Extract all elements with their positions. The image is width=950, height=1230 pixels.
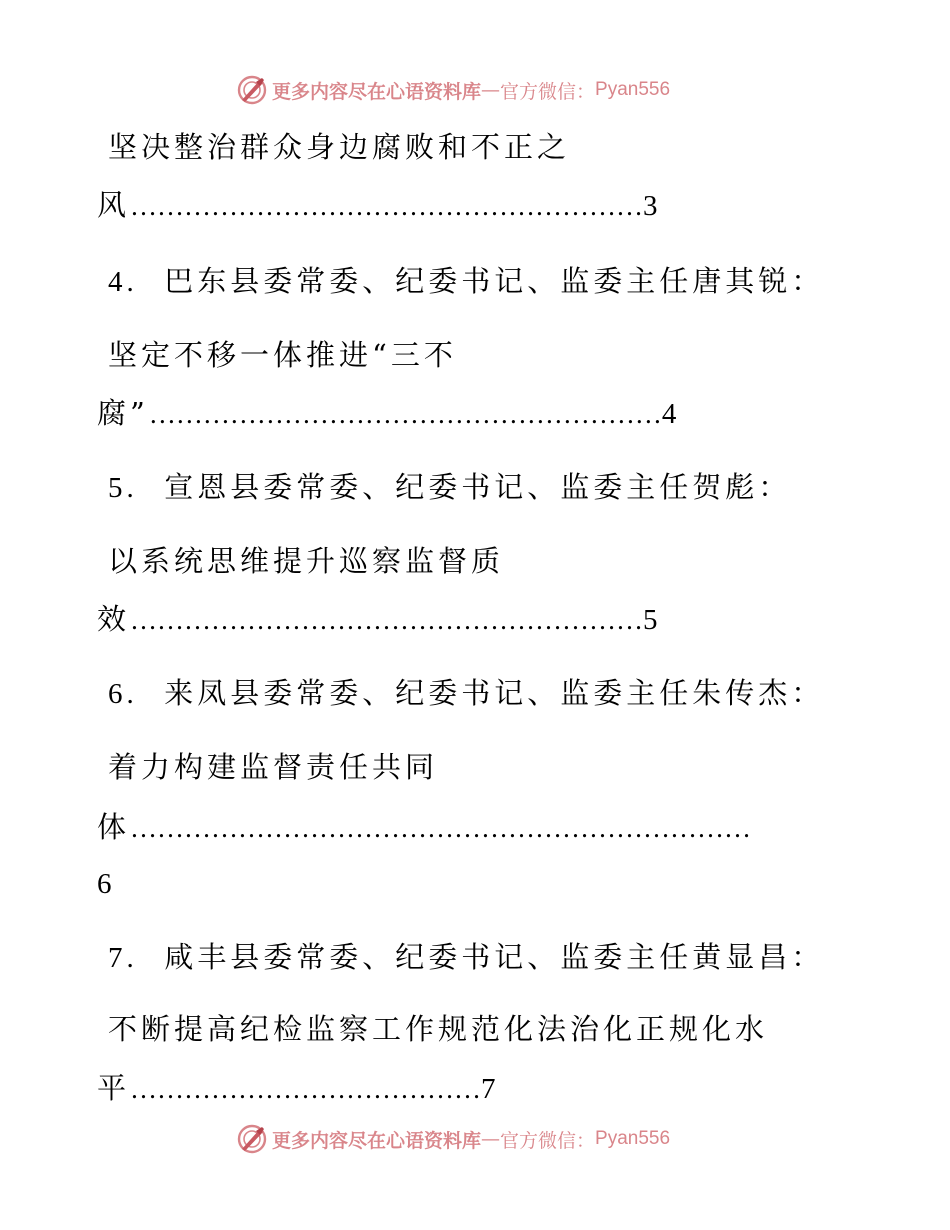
header-watermark (236, 73, 670, 107)
toc-entry-4-number: 4. (108, 266, 138, 298)
watermark-text: 更多内容尽在心语资料库 (272, 1129, 482, 1152)
watermark-dash: — (481, 1128, 501, 1150)
toc-entry-7-title-line1: 不断提高纪检监察工作规范化法治化正规化水 (108, 1012, 769, 1046)
toc-entry-6-page-number: 6 (97, 868, 112, 900)
toc-entry-3-page-number: 3 (643, 190, 658, 222)
toc-entry-3-title-line1: 坚决整治群众身边腐败和不正之 (108, 130, 571, 164)
toc-entry-3-title-line2[interactable] (97, 188, 658, 223)
toc-entry-6-page-line (97, 866, 112, 901)
toc-entry-6-number: 6. (108, 678, 138, 710)
toc-entry-5-author-text: 宣恩县委常委、纪委书记、监委主任贺彪： (164, 470, 792, 504)
toc-entry-5-page-number: 5 (643, 604, 658, 636)
toc-entry-5-author (108, 470, 791, 505)
footer-watermark (236, 1122, 670, 1156)
toc-entry-4-author-text: 巴东县委常委、纪委书记、监委主任唐其锐： (164, 264, 825, 298)
watermark-dash: — (481, 79, 501, 101)
toc-entry-3-title-end: 风 (97, 188, 131, 222)
toc-entry-6-title-end: 体 (97, 810, 131, 844)
toc-entry-7-author (108, 940, 824, 975)
toc-entry-5-leader-dots: ………………………………………………… (130, 605, 644, 635)
toc-entry-7-title-end: 平 (97, 1071, 131, 1105)
watermark-handle: Pyan556 (595, 1128, 671, 1149)
toc-entry-4-title-line2[interactable] (97, 396, 676, 431)
toc-entry-6-title-line1: 着力构建监督责任共同 (108, 750, 439, 784)
toc-entry-6-title-line2[interactable] (97, 810, 751, 845)
toc-entry-7-number: 7. (108, 942, 138, 974)
toc-entry-5-number: 5. (108, 472, 138, 504)
toc-entry-5-title-line1: 以系统思维提升巡察监督质 (108, 544, 505, 578)
toc-entry-4-author (108, 264, 824, 299)
toc-entry-4-title-line1: 坚定不移一体推进“三不 (108, 338, 457, 372)
toc-entry-5-title-line2[interactable] (97, 602, 658, 637)
toc-entry-6-author (108, 676, 824, 711)
watermark-wechat-label: 官方微信： (500, 80, 596, 103)
toc-entry-7-leader-dots: ………………………………… (130, 1074, 482, 1104)
watermark-wechat-label: 官方微信： (500, 1129, 596, 1152)
quill-logo-icon (236, 74, 268, 106)
toc-entry-6-leader-dots: …………………………………………………………… (130, 813, 752, 843)
toc-entry-4-leader-dots: ………………………………………………… (148, 399, 662, 429)
toc-entry-7-title-line2[interactable] (97, 1071, 496, 1106)
toc-entry-5-title-end: 效 (97, 602, 131, 636)
toc-entry-4-page-number: 4 (661, 398, 677, 430)
toc-entry-6-author-text: 来凤县委常委、纪委书记、监委主任朱传杰： (164, 676, 825, 710)
watermark-handle: Pyan556 (595, 79, 671, 100)
watermark-text: 更多内容尽在心语资料库 (272, 80, 482, 103)
toc-entry-7-author-text: 咸丰县委常委、纪委书记、监委主任黄显昌： (164, 940, 825, 974)
toc-entry-7-page-number: 7 (481, 1073, 496, 1105)
quill-logo-icon (236, 1123, 268, 1155)
toc-entry-4-title-end: 腐” (97, 396, 149, 430)
toc-entry-3-leader-dots: ………………………………………………… (130, 191, 644, 221)
